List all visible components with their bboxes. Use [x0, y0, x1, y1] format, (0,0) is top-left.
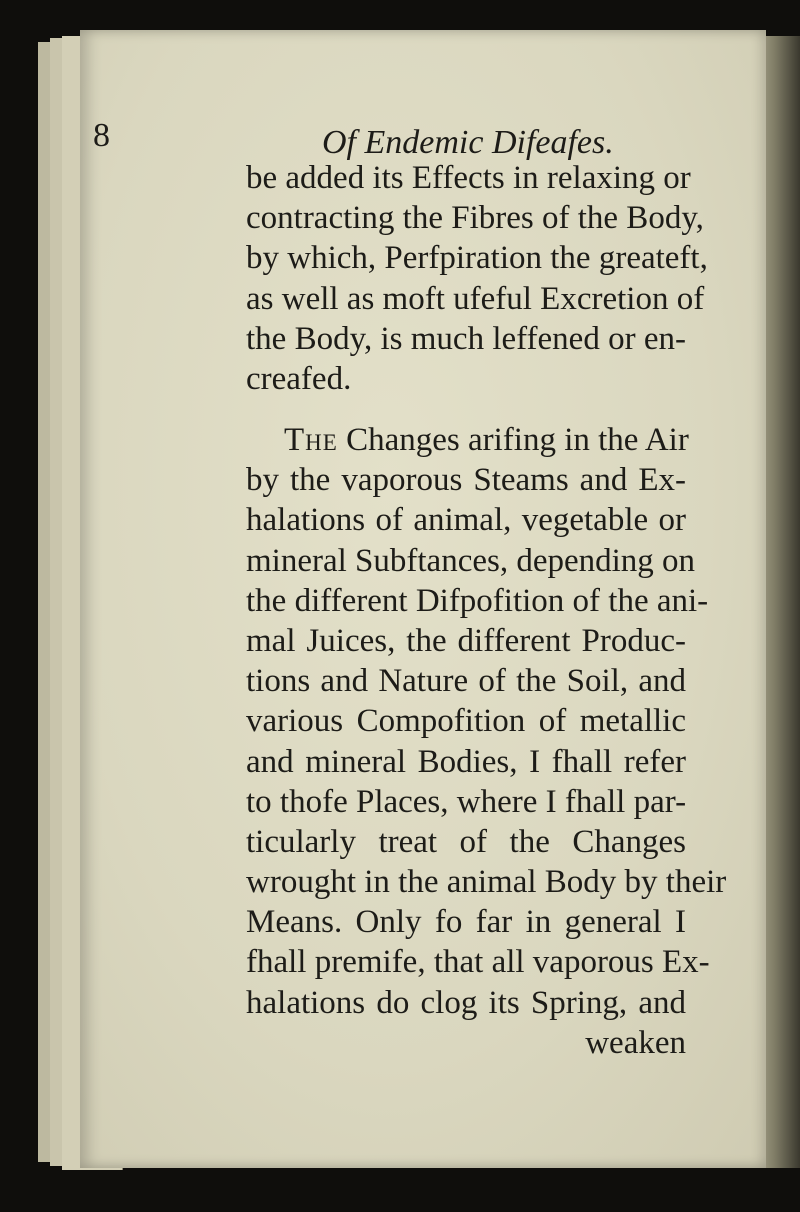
text-line: halations do clog its Spring, and: [246, 984, 686, 1021]
text-line: tions and Nature of the Soil, and: [246, 663, 686, 700]
small-caps-opening: The: [284, 422, 338, 458]
text-line: by which, Perfpiration the greateft,: [246, 240, 708, 277]
text-line: to thofe Places, where I fhall par-: [246, 783, 687, 820]
text-line: the Body, is much leffened or en-: [246, 320, 686, 357]
text-line: the different Difpofition of the ani-: [246, 582, 709, 619]
text-line: various Compofition of metallic: [246, 703, 686, 740]
text-line: by the vaporous Steams and Ex-: [246, 462, 686, 499]
text-line: contracting the Fibres of the Body,: [246, 200, 704, 237]
text-line: ticularly treat of the Changes: [246, 823, 686, 860]
catchword: weaken: [585, 1024, 686, 1061]
text-line: halations of animal, vegetable or: [246, 502, 686, 539]
first-line-rest: Changes arifing in the Air: [346, 422, 689, 458]
text-line: mal Juices, the different Produc-: [246, 622, 686, 659]
text-line: be added its Effects in relaxing or: [246, 160, 691, 196]
text-line: Means. Only fo far in general I: [246, 904, 686, 941]
text-line: and mineral Bodies, I fhall refer: [246, 743, 686, 780]
paragraph-1: [246, 158, 708, 399]
paragraph-2: [246, 420, 727, 1063]
text-line: fhall premife, that all vaporous Ex-: [246, 944, 710, 981]
text-line: creafed.: [246, 360, 352, 397]
text-line-first: [246, 420, 689, 460]
text-line: as well as moft ufeful Excretion of: [246, 280, 705, 317]
page-number: 8: [93, 117, 110, 154]
text-line: mineral Subftances, depending on: [246, 542, 696, 579]
running-head: Of Endemic Difeafes.: [322, 124, 614, 161]
text-line: wrought in the animal Body by their: [246, 864, 727, 901]
